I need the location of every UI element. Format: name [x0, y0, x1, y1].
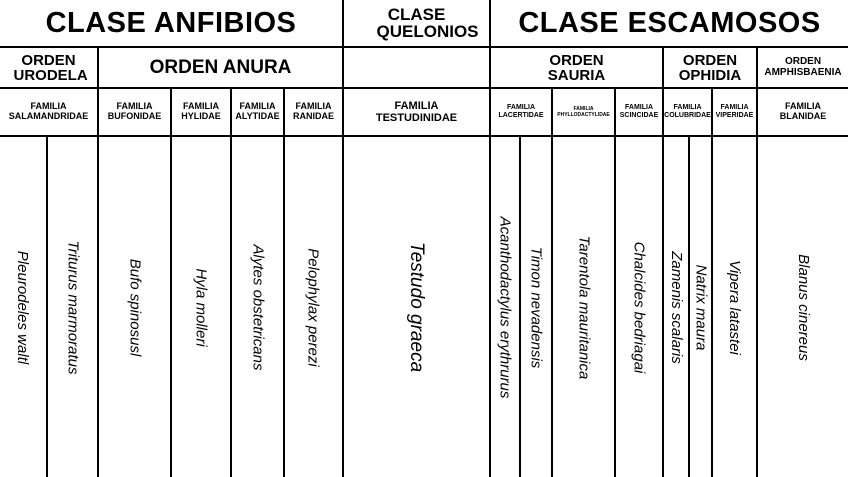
family-hylidae: [172, 89, 230, 135]
species-timon: Timon nevadensis: [527, 246, 545, 368]
family-scincidae: [616, 89, 662, 135]
species-alytes: Alytes obstetricans: [249, 244, 267, 370]
species-cell: [521, 137, 551, 477]
family-viperidae: [713, 89, 756, 135]
species-cell: [664, 137, 688, 477]
family-bufonidae: [99, 89, 170, 135]
family-colubridae: [664, 89, 711, 135]
species-zamenis: Zamenis scalaris: [667, 250, 685, 364]
family-alytidae: [232, 89, 283, 135]
order-sauria-label: ORDEN SAURIA: [547, 51, 606, 84]
family-colubridae-label: FAMILIA COLUBRIDAE: [664, 103, 711, 119]
family-salamandridae: [0, 89, 97, 135]
class-quelonios: [344, 0, 489, 46]
family-ranidae-label: FAMILIA RANIDAE: [292, 101, 334, 121]
species-cell: [0, 137, 46, 477]
species-cell: [553, 137, 614, 477]
family-alytidae-label: FAMILIA ALYTIDAE: [235, 101, 280, 121]
species-natrix: Natrix maura: [692, 264, 710, 350]
species-vipera: Vipera latastei: [726, 259, 744, 355]
order-amphisbaenia: [758, 48, 848, 87]
order-urodela-label: ORDEN URODELA: [13, 51, 88, 84]
species-cell: [690, 137, 711, 477]
species-pelophylax: Pelophylax perezi: [305, 247, 322, 367]
species-bufo: Bufo spinosusl: [126, 258, 143, 356]
species-chalcides: Chalcides bedriagai: [630, 241, 648, 373]
family-viperidae-label: FAMILIA VIPERIDAE: [715, 103, 754, 119]
species-tarentola: Tarentola mauritanica: [575, 235, 593, 379]
species-acanthodactylus: Acanthodactylus erythrurus: [496, 216, 514, 398]
species-cell: [344, 137, 489, 477]
species-cell: [491, 137, 519, 477]
family-hylidae-label: FAMILIA HYLIDAE: [181, 101, 221, 121]
family-scincidae-label: FAMILIA SCINCIDAE: [619, 103, 659, 119]
family-salamandridae-label: FAMILIA SALAMANDRIDAE: [8, 101, 89, 121]
family-bufonidae-label: FAMILIA BUFONIDAE: [107, 101, 162, 121]
species-cell: [232, 137, 283, 477]
order-amphisbaenia-label: ORDEN AMPHISBAENIA: [764, 56, 842, 78]
family-testudinidae-label: FAMILIA TESTUDINIDAE: [375, 99, 458, 124]
family-lacertidae: [491, 89, 551, 135]
family-phyllodactylidae-label: FAMILIA PHYLLODACTYLIDAE: [557, 106, 610, 118]
family-blanidae: [758, 89, 848, 135]
species-triturus: Triturus marmoratus: [64, 240, 82, 374]
order-ophidia: [664, 48, 756, 87]
species-testudo: Testudo graeca: [406, 241, 428, 373]
species-cell: [758, 137, 848, 477]
species-pleurodeles: Pleurodeles waltl: [14, 250, 32, 364]
family-lacertidae-label: FAMILIA LACERTIDAE: [498, 103, 544, 119]
family-blanidae-label: FAMILIA BLANIDAE: [779, 101, 827, 121]
family-ranidae: [285, 89, 342, 135]
class-escamosos: CLASE ESCAMOSOS: [518, 6, 821, 39]
species-cell: [713, 137, 756, 477]
order-ophidia-label: ORDEN OPHIDIA: [678, 51, 742, 84]
class-quelonios-label: CLASE QUELONIOS: [376, 5, 479, 41]
species-cell: [285, 137, 342, 477]
species-cell: [48, 137, 97, 477]
family-phyllodactylidae: [553, 89, 614, 135]
order-sauria: [491, 48, 662, 87]
species-blanus: Blanus cinereus: [794, 253, 812, 361]
species-cell: [616, 137, 662, 477]
family-testudinidae: [344, 89, 489, 135]
species-hyla: Hyla molleri: [192, 267, 210, 347]
class-anfibios: CLASE ANFIBIOS: [45, 6, 297, 39]
species-cell: [99, 137, 170, 477]
species-cell: [172, 137, 230, 477]
order-urodela: [0, 48, 97, 87]
order-anura: ORDEN ANURA: [149, 56, 292, 78]
